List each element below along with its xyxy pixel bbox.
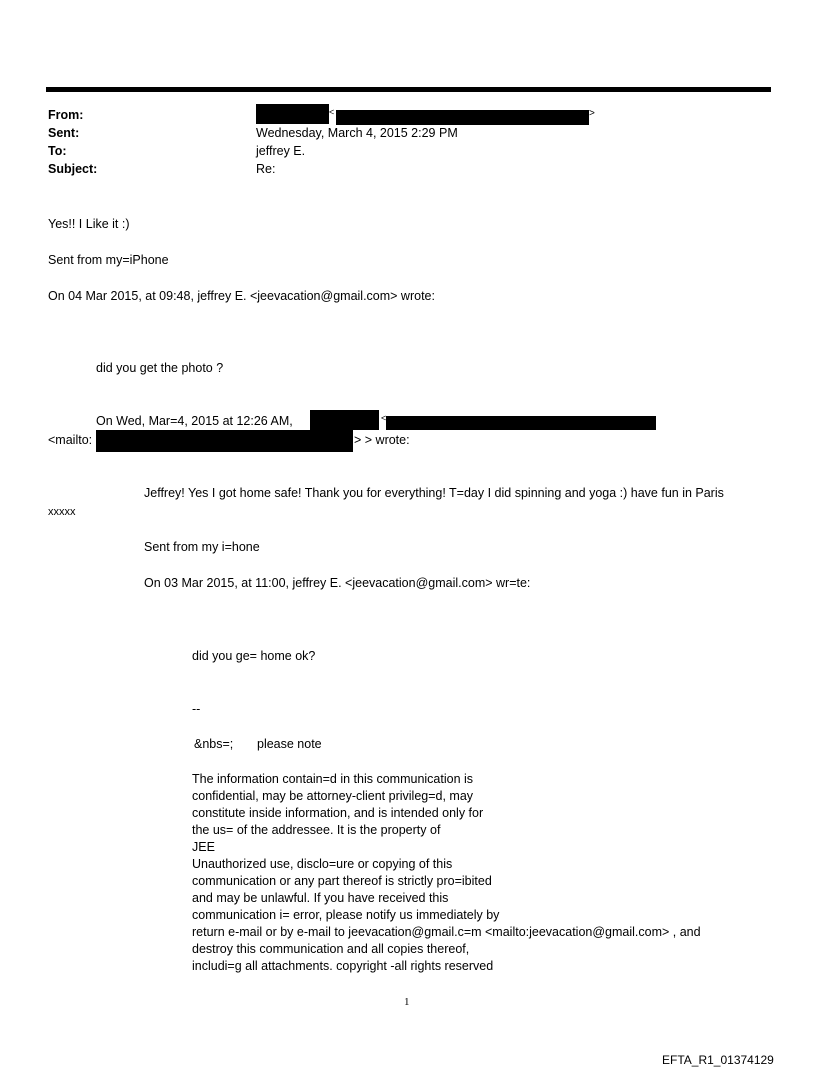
disclaimer-line: and may be unlawful. If you have received this: [192, 891, 449, 905]
redaction-email-2: [386, 416, 656, 430]
home-question: did you ge= home ok?: [192, 649, 316, 663]
sent-value: Wednesday, March 4, 2015 2:29 PM: [256, 126, 458, 140]
redaction-name-2: [310, 410, 379, 430]
disclaimer-line: communication i= error, please notify us immediately by: [192, 908, 500, 922]
quote-header-2: On Wed, Mar=4, 2015 at 12:26 AM,: [96, 414, 293, 428]
disclaimer-line: constitute inside information, and is intended only for: [192, 806, 484, 820]
quote-header-3: On 03 Mar 2015, at 11:00, jeffrey E. <jeevacation@gmail.com> wr=te:: [144, 576, 531, 590]
redaction-mailto: [96, 430, 353, 452]
header-rule: [46, 87, 771, 92]
redaction-sender-email: [336, 110, 589, 125]
disclaimer-line: destroy this communication and all copies thereof,: [192, 942, 470, 956]
message-1-end: xxxxx: [48, 506, 76, 518]
reply-line: Yes!! I Like it :): [48, 217, 130, 231]
disclaimer-line: confidential, may be attorney-client privileg=d, may: [192, 789, 474, 803]
disclaimer-line: includi=g all attachments. copyright -all rights reserved: [192, 959, 494, 973]
signature-2: Sent from my i=hone: [144, 540, 260, 554]
disclaimer-line: return e-mail or by e-mail to jeevacation@gmail.c=m <mailto:jeevacation@gmail.com> , and: [192, 925, 701, 939]
please-note: please note: [257, 737, 322, 751]
to-label: To:: [48, 144, 67, 158]
photo-question: did you get the photo ?: [96, 361, 224, 375]
message-1: Jeffrey! Yes I got home safe! Thank you for everything! T=day I did spinning and yoga :) have fun in Paris: [144, 486, 724, 500]
quote-header-2-lt: <: [381, 413, 387, 423]
from-gt: >: [589, 108, 595, 119]
subject-label: Subject:: [48, 162, 98, 176]
subject-value: Re:: [256, 162, 276, 176]
signature-1: Sent from my=iPhone: [48, 253, 169, 267]
from-label: From:: [48, 108, 84, 122]
mailto-suffix: > > wrote:: [354, 433, 410, 447]
mailto-prefix: <mailto:: [48, 433, 93, 447]
sent-label: Sent:: [48, 126, 80, 140]
redaction-sender-name: [256, 104, 329, 124]
disclaimer-line: The information contain=d in this communication is: [192, 772, 474, 786]
sig-separator: --: [192, 702, 201, 716]
page-number: 1: [404, 996, 410, 1008]
disclaimer-line: the us= of the addressee. It is the property of: [192, 823, 441, 837]
nbsp-note: &nbs=;: [194, 737, 234, 751]
disclaimer-line: Unauthorized use, disclo=ure or copying of this: [192, 857, 453, 871]
disclaimer-line: JEE: [192, 840, 215, 854]
from-lt: <: [329, 107, 335, 117]
disclaimer-line: communication or any part thereof is strictly pro=ibited: [192, 874, 492, 888]
to-value: jeffrey E.: [256, 144, 306, 158]
document-id: EFTA_R1_01374129: [662, 1053, 774, 1067]
quote-header-1: On 04 Mar 2015, at 09:48, jeffrey E. <jeevacation@gmail.com> wrote:: [48, 289, 435, 303]
